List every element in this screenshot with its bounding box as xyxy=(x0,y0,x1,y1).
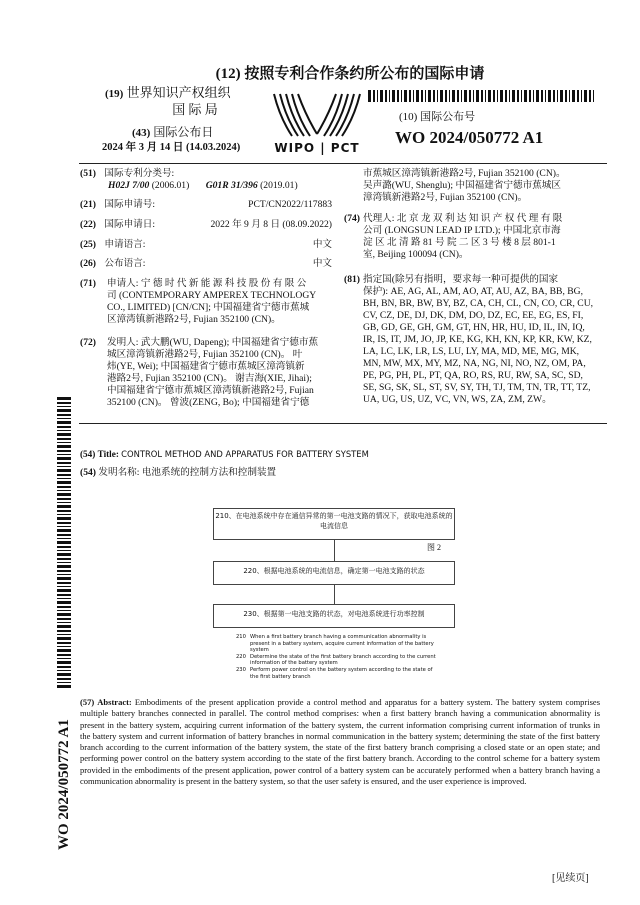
filing-lang: 中文 xyxy=(312,239,332,250)
code-72: (72) xyxy=(80,337,96,348)
title-zh-text: 电池系统的控制方法和控制装置 xyxy=(141,467,277,478)
inventor-line: 352100 (CN)。 曾波(ZENG, Bo); 中国福建省宁德 xyxy=(107,397,310,408)
legend-item-text: Determine the state of the first battery branch according to the current information of the battery system xyxy=(250,653,436,667)
code-71: (71) xyxy=(80,278,96,289)
flow-arrow-1 xyxy=(334,539,335,561)
ipc-class-2-year: (2019.01) xyxy=(260,180,298,191)
code-43: (43) xyxy=(132,127,151,139)
abstract xyxy=(80,697,600,787)
ipc-class-1: H02J 7/00 xyxy=(108,180,150,191)
designated-states-line: CV, CZ, DE, DJ, DK, DM, DO, DZ, EC, EE, EG, ES, FI, xyxy=(363,310,584,321)
abstract-line: comprising current information of trunks in the battery system and current information of battery branches in normal communication in xyxy=(80,719,600,741)
code-12: (12) xyxy=(215,66,241,82)
legend-item xyxy=(236,634,446,654)
applicant-line: 申请人: 宁 德 时 代 新 能 源 科 技 股 份 有 限 公 xyxy=(107,278,307,289)
inventor-line: 中国福建省宁德市蕉城区漳湾镇新港路2号, Fujian xyxy=(107,385,314,396)
field-22 xyxy=(80,219,332,231)
designated-states-line: SE, SG, SK, SL, ST, SV, SY, TH, TJ, TM, TN, TR, TT, TZ, xyxy=(363,382,591,393)
agent-line: 代理人: 北 京 龙 双 利 达 知 识 产 权 代 理 有 限 xyxy=(363,213,563,224)
title-zh-label: 发明名称: xyxy=(98,467,140,478)
designated-states-line: GB, GD, GE, GH, GM, GT, HN, HR, HU, ID, IL, IN, IQ, xyxy=(363,322,585,333)
code-25: (25) xyxy=(80,239,96,250)
inventor-line: 港路2号, Fujian 352100 (CN)。 谢吉海(XIE, Jihai); xyxy=(107,373,312,384)
legend-item-number: 230 xyxy=(236,666,246,673)
designated-states-line: PE, PG, PH, PL, PT, QA, RO, RS, RU, RW, SA, SC, SD, xyxy=(363,370,583,381)
code-74: (74) xyxy=(344,213,360,224)
org-block xyxy=(105,85,255,117)
ipc-label: 国际专利分类号: xyxy=(104,168,175,179)
code-22: (22) xyxy=(80,219,96,230)
flow-step-210-text: 210、在电池系统中存在通信异常的第一电池支路的情况下，获取电池系统的电流信息 xyxy=(215,512,453,530)
title-zh xyxy=(80,467,600,479)
flow-step-230 xyxy=(213,604,455,628)
legend-item-text: Perform power control on the battery system according to the state of the first battery branch xyxy=(250,666,433,680)
abstract-line: system comprises multiple battery branches connected in parallel. The control method comprises: when a first battery branch having a xyxy=(80,697,601,719)
pub-date-label: 国际公布日 xyxy=(153,125,214,139)
abstract-line: Embodiments of the present application provide a control method and apparatus for a battery system. The battery xyxy=(134,697,539,707)
code-54-en: (54) xyxy=(80,449,96,459)
designated-states-line: MN, MW, MX, MY, MZ, NA, NG, NI, NO, NZ, OM, PA, xyxy=(363,358,586,369)
inventor-line: 炜(YE, Wei); 中国福建省宁德市蕉城区漳湾镇新 xyxy=(107,361,305,372)
designated-states-line: BH, BN, BR, BW, BY, BZ, CA, CH, CL, CN, CO, CR, CU, xyxy=(363,298,594,309)
title-en-label: Title: xyxy=(97,449,119,459)
abstract-line: of the first battery branch comprising a closed state or an open state; and performing power control on the battery system according to xyxy=(80,742,600,764)
title-en-text: CONTROL METHOD AND APPARATUS FOR BATTERY SYSTEM xyxy=(121,449,369,459)
field-51 xyxy=(80,168,340,192)
designated-states-line: UA, UG, US, UZ, VC, VN, WS, ZA, ZM, ZW。 xyxy=(363,394,552,405)
org-bureau: 国 际 局 xyxy=(172,102,218,117)
abstract-line: application, power control of a battery system can be accurately performed when a battery branch having a communication abnormality xyxy=(80,764,600,787)
legend-item xyxy=(236,654,446,667)
filing-lang-label: 申请语言: xyxy=(104,239,146,250)
field-26 xyxy=(80,258,332,270)
top-barcode xyxy=(368,90,596,102)
designated-states-line: LA, LC, LK, LR, LS, LU, LY, MA, MD, ME, MG, MK, xyxy=(363,346,580,357)
agent-line: 淀 区 北 清 路 81 号 院 二 区 3 号 楼 8 层 801-1 xyxy=(363,237,556,248)
org-name: 世界知识产权组织 xyxy=(126,85,231,100)
designated-states-line: 指定国(除另有指明，要求每一种可提供的国家 xyxy=(363,274,559,285)
document-type-text: 按照专利合作条约所公布的国际申请 xyxy=(244,66,485,82)
filing-date-label: 国际申请日: xyxy=(104,219,156,230)
flow-step-220 xyxy=(213,561,455,585)
field-72-inventors xyxy=(80,337,335,409)
flow-step-220-text: 220、根据电池系统的电流信息，确定第一电池支路的状态 xyxy=(243,567,425,575)
code-10: (10) xyxy=(399,111,418,123)
designated-states-line: 保护): AE, AG, AL, AM, AO, AT, AU, AZ, BA, BB, BG, xyxy=(363,286,583,297)
code-54-zh: (54) xyxy=(80,467,96,478)
abstract-line: is present in the battery system, so that the user safety is ensured, and the user experience is improved. xyxy=(178,776,527,787)
applicant-line: 区漳湾镇新港路2号, Fujian 352100 (CN)。 xyxy=(107,314,281,325)
legend-item-text: When a first battery branch having a communication abnormality is present in a battery system, acquire current information of the battery system xyxy=(250,634,434,654)
app-number-label: 国际申请号: xyxy=(104,199,156,210)
code-21: (21) xyxy=(80,199,96,210)
designated-states-line: IR, IS, IT, JM, JO, JP, KE, KG, KH, KN, KP, KR, KW, KZ, xyxy=(363,334,592,345)
pub-number-block xyxy=(395,110,615,148)
figure-legend xyxy=(236,634,446,680)
code-51: (51) xyxy=(80,168,96,179)
agent-line: 室, Beijing 100094 (CN)。 xyxy=(363,249,469,260)
ipc-class-1-year: (2006.01) xyxy=(151,180,190,191)
header-rule xyxy=(79,163,607,164)
legend-item-number: 220 xyxy=(236,653,246,660)
abstract-line: communication abnormality is present in the battery system, acquiring current information of the battery system, the current information xyxy=(80,708,600,730)
inventor-line: 城区漳湾镇新港路2号, Fujian 352100 (CN)。 叶 xyxy=(107,349,303,360)
field-25 xyxy=(80,239,332,251)
legend-item xyxy=(236,667,446,680)
pub-lang: 中文 xyxy=(312,258,332,269)
code-81: (81) xyxy=(344,274,360,285)
wipo-pct-text: WIPO | PCT xyxy=(274,141,360,155)
abstract-label: Abstract: xyxy=(97,697,132,707)
document-type-title xyxy=(150,62,550,83)
pub-date: 2024 年 3 月 14 日 (14.03.2024) xyxy=(102,142,241,153)
code-19: (19) xyxy=(105,88,124,100)
inventor-cont-line: 漳湾镇新港路2号, Fujian 352100 (CN)。 xyxy=(363,192,528,203)
legend-item-number: 210 xyxy=(236,634,246,640)
pub-number: WO 2024/050772 A1 xyxy=(395,128,544,147)
code-26: (26) xyxy=(80,258,96,269)
abstract-code: (57) xyxy=(80,697,95,707)
inventor-cont-line: 吴声潞(WU, Shenglu); 中国福建省宁德市蕉城区 xyxy=(363,180,561,191)
pub-date-block xyxy=(102,125,282,155)
field-81-designated-states xyxy=(344,274,608,406)
pub-lang-label: 公布语言: xyxy=(104,258,146,269)
abstract-line: the battery system; determining the state of the first battery branch according to the current information of the battery system, the state xyxy=(80,730,600,753)
filing-date: 2022 年 9 月 8 日 (08.09.2022) xyxy=(210,219,332,230)
figure-label: 图 2 xyxy=(427,543,441,552)
ipc-class-2: G01R 31/396 xyxy=(205,180,258,191)
inventors-continued xyxy=(363,168,608,204)
flow-step-230-text: 230、根据第一电池支路的状态，对电池系统进行功率控制 xyxy=(243,610,425,618)
inventor-cont-line: 市蕉城区漳湾镇新港路2号, Fujian 352100 (CN)。 xyxy=(363,168,566,179)
field-74-agent xyxy=(344,213,608,261)
field-71-applicant xyxy=(80,278,335,326)
flow-arrow-2 xyxy=(334,584,335,604)
flow-step-210 xyxy=(213,508,455,540)
app-number: PCT/CN2022/117883 xyxy=(248,199,332,210)
applicant-line: 司 (CONTEMPORARY AMPEREX TECHNOLOGY xyxy=(107,290,317,301)
title-en xyxy=(80,448,600,460)
field-21 xyxy=(80,199,332,211)
abstract-line: the state of the first battery branch. According to the control scheme for a battery system provided in the embodiments of the present xyxy=(80,753,600,775)
continued-note: [见续页] xyxy=(552,873,589,884)
biblio-rule xyxy=(79,423,607,424)
agent-line: 公司 (LONGSUN LEAD IP LTD.); 中国北京市海 xyxy=(363,225,561,236)
side-barcode xyxy=(57,397,71,689)
side-pub-number: WO 2024/050772 A1 xyxy=(56,719,72,850)
pub-number-label: 国际公布号 xyxy=(420,111,476,123)
inventor-line: 发明人: 武大鹏(WU, Dapeng); 中国福建省宁德市蕉 xyxy=(107,337,319,348)
applicant-line: CO., LIMITED) [CN/CN]; 中国福建省宁德市蕉城 xyxy=(107,302,310,313)
